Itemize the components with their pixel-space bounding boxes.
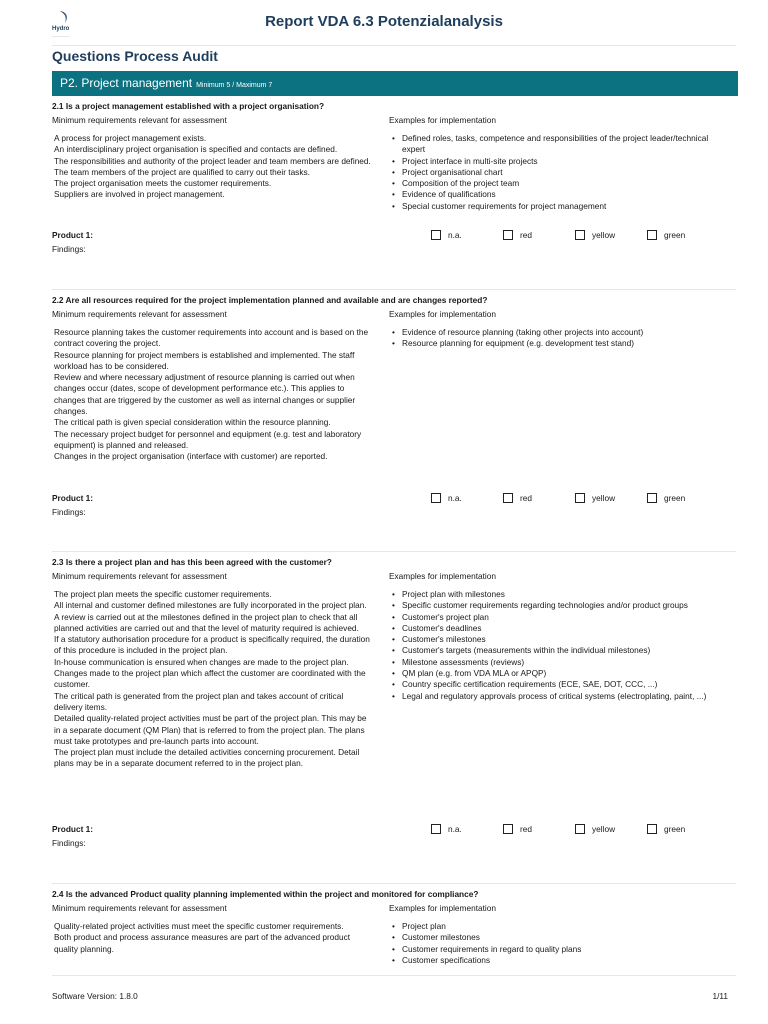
requirement-line: Suppliers are involved in project management. xyxy=(54,189,225,200)
example-item: • Project interface in multi-site projects xyxy=(389,156,729,167)
requirement-line: A review is carried out at the milestones defined in the project plan to check that all planned activities are carried out and that the level of maturity required is achieved. xyxy=(54,611,359,633)
logo-text: Hydro xyxy=(52,26,70,32)
checkbox-label-green: green xyxy=(664,824,686,834)
example-item: • Customer requirements in regard to quality plans xyxy=(389,944,729,955)
requirement-line: An interdisciplinary project organisation is specified and contacts are defined. xyxy=(54,144,338,155)
checkbox-label-yellow: yellow xyxy=(592,493,616,503)
requirement-line: The responsibilities and authority of the project leader and team members are defined. xyxy=(54,155,371,166)
checkbox-red[interactable] xyxy=(503,493,513,503)
question-title: 2.4 Is the advanced Product quality planning implemented within the project and monitored for compliance? xyxy=(52,889,479,899)
band-minmax: Minimum 5 / Maximum 7 xyxy=(196,82,273,89)
min-req-header: Minimum requirements relevant for assessment xyxy=(52,115,227,125)
example-item: • Customer specifications xyxy=(389,955,729,966)
requirement-line: The critical path is given special consideration within the resource planning. xyxy=(54,417,331,428)
requirement-line: Review and where necessary adjustment of resource planning is carried out when changes occur (dates, scope of development performance etc.). This applies to changes that are triggered by the customer as well as internal changes or supplier changes. xyxy=(54,372,356,417)
requirement-line: Both product and process assurance measures are part of the advanced product quality planning. xyxy=(54,932,351,954)
requirement-line: Resource planning for project members is established and implemented. The staff workload has to be considered. xyxy=(54,349,355,371)
examples-list xyxy=(389,133,729,212)
page-header xyxy=(0,0,768,46)
example-item: • Evidence of qualifications xyxy=(389,189,729,200)
checkbox-label-na: n.a. xyxy=(448,493,462,503)
checkbox-red[interactable] xyxy=(503,230,513,240)
example-item: • Customer's milestones xyxy=(389,634,729,645)
checkbox-yellow[interactable] xyxy=(575,824,585,834)
checkbox-green[interactable] xyxy=(647,824,657,834)
requirement-line: Resource planning takes the customer requirements into account and is based on the contract covering the project. xyxy=(54,327,369,349)
requirement-line: The team members of the project are qualified to carry out their tasks. xyxy=(54,166,310,177)
requirements-text xyxy=(54,921,374,955)
rating-options xyxy=(431,230,731,242)
example-item: • Milestone assessments (reviews) xyxy=(389,657,729,668)
requirement-line: In-house communication is ensured when changes are made to the project plan. Changes made to the project plan which affect the customer are coordinated with the customer. xyxy=(54,656,366,690)
requirement-line: If a statutory authorisation procedure for a product is specifically required, the duration of this procedure is included in the project plan. xyxy=(54,634,370,656)
checkbox-label-red: red xyxy=(520,230,532,240)
example-item: • Defined roles, tasks, competence and responsibilities of the project leader/technical expert xyxy=(389,133,729,156)
example-item: • Evidence of resource planning (taking other projects into account) xyxy=(389,327,729,338)
requirement-line: The project plan meets the specific customer requirements. xyxy=(54,589,272,599)
checkbox-yellow[interactable] xyxy=(575,230,585,240)
requirement-line: Quality-related project activities must meet the specific customer requirements. xyxy=(54,921,344,931)
question-divider xyxy=(52,551,736,552)
checkbox-label-green: green xyxy=(664,493,686,503)
min-req-header: Minimum requirements relevant for assessment xyxy=(52,571,227,581)
requirement-line: The project organisation meets the customer requirements. xyxy=(54,178,272,189)
findings-label: Findings: xyxy=(52,507,86,517)
requirement-line: The project plan must include the detailed activities concerning procurement. Detail plans may be in a separate document referred to in the project plan. xyxy=(54,747,360,769)
requirement-line: All internal and customer defined milestones are fully incorporated in the project plan. xyxy=(54,600,367,611)
question-title: 2.2 Are all resources required for the project implementation planned and available and are changes reported? xyxy=(52,295,488,305)
examples-header: Examples for implementation xyxy=(389,115,496,125)
question-title: 2.3 Is there a project plan and has this been agreed with the customer? xyxy=(52,557,332,567)
requirement-line: The necessary project budget for personnel and equipment (e.g. test and laboratory equipment) is planned and released. xyxy=(54,428,362,450)
example-item: • Specific customer requirements regarding technologies and/or product groups xyxy=(389,600,729,611)
examples-header: Examples for implementation xyxy=(389,903,496,913)
examples-list xyxy=(389,327,729,350)
checkbox-label-green: green xyxy=(664,230,686,240)
example-item: • Project organisational chart xyxy=(389,167,729,178)
findings-label: Findings: xyxy=(52,838,86,848)
checkbox-green[interactable] xyxy=(647,230,657,240)
examples-header: Examples for implementation xyxy=(389,309,496,319)
checkbox-label-yellow: yellow xyxy=(592,824,616,834)
checkbox-label-red: red xyxy=(520,493,532,503)
example-item: • Customer milestones xyxy=(389,932,729,943)
logo-subline: —————— xyxy=(52,34,70,38)
question-divider xyxy=(52,883,736,884)
checkbox-na[interactable] xyxy=(431,493,441,503)
checkbox-red[interactable] xyxy=(503,824,513,834)
section-band xyxy=(52,71,738,96)
checkbox-label-red: red xyxy=(520,824,532,834)
example-item: • Special customer requirements for project management xyxy=(389,201,729,212)
requirements-text xyxy=(54,589,374,770)
section-title: Questions Process Audit xyxy=(52,48,218,64)
requirement-line: Detailed quality-related project activities must be part of the project plan. This may be in a separate document (QM Plan) that is referred to from the project plan. The plans must take prototypes and pre-launch parts into account. xyxy=(54,713,367,746)
band-title xyxy=(60,76,272,90)
requirement-line: The critical path is generated from the project plan and takes account of critical delivery items. xyxy=(54,690,344,712)
checkbox-na[interactable] xyxy=(431,824,441,834)
examples-header: Examples for implementation xyxy=(389,571,496,581)
page-number: 1/11 xyxy=(712,991,728,1001)
checkbox-na[interactable] xyxy=(431,230,441,240)
requirement-line: Changes in the project organisation (interface with customer) are reported. xyxy=(54,451,328,462)
report-title: Report VDA 6.3 Potenzialanalysis xyxy=(265,13,503,30)
min-req-header: Minimum requirements relevant for assessment xyxy=(52,309,227,319)
checkbox-label-na: n.a. xyxy=(448,230,462,240)
header-divider xyxy=(52,45,736,46)
example-item: • Composition of the project team xyxy=(389,178,729,189)
checkbox-label-yellow: yellow xyxy=(592,230,616,240)
example-item: • Customer's project plan xyxy=(389,612,729,623)
requirements-text xyxy=(54,133,374,201)
rating-options xyxy=(431,824,731,836)
checkbox-yellow[interactable] xyxy=(575,493,585,503)
software-version: Software Version: 1.8.0 xyxy=(52,991,138,1001)
findings-label: Findings: xyxy=(52,244,86,254)
checkbox-label-na: n.a. xyxy=(448,824,462,834)
product-label: Product 1: xyxy=(52,230,94,240)
example-item: • Resource planning for equipment (e.g. development test stand) xyxy=(389,338,729,349)
examples-list xyxy=(389,589,729,702)
example-item: • QM plan (e.g. from VDA MLA or APQP) xyxy=(389,668,729,679)
example-item: • Country specific certification requirements (ECE, SAE, DOT, CCC, ...) xyxy=(389,679,729,690)
product-label: Product 1: xyxy=(52,824,94,834)
rating-options xyxy=(431,493,731,505)
min-req-header: Minimum requirements relevant for assessment xyxy=(52,903,227,913)
question-divider xyxy=(52,289,736,290)
example-item: • Customer's targets (measurements within the individual milestones) xyxy=(389,645,729,656)
example-item: • Customer's deadlines xyxy=(389,623,729,634)
product-label: Product 1: xyxy=(52,493,94,503)
example-item: • Project plan xyxy=(389,921,729,932)
requirement-line: A process for project management exists. xyxy=(54,133,207,143)
band-title-text: P2. Project management xyxy=(60,76,193,90)
requirements-text xyxy=(54,327,374,463)
examples-list xyxy=(389,921,729,966)
example-item: • Project plan with milestones xyxy=(389,589,729,600)
question-title: 2.1 Is a project management established with a project organisation? xyxy=(52,101,325,111)
checkbox-green[interactable] xyxy=(647,493,657,503)
footer-divider xyxy=(52,975,736,976)
example-item: • Legal and regulatory approvals process of critical systems (electroplating, paint, ...) xyxy=(389,691,729,702)
